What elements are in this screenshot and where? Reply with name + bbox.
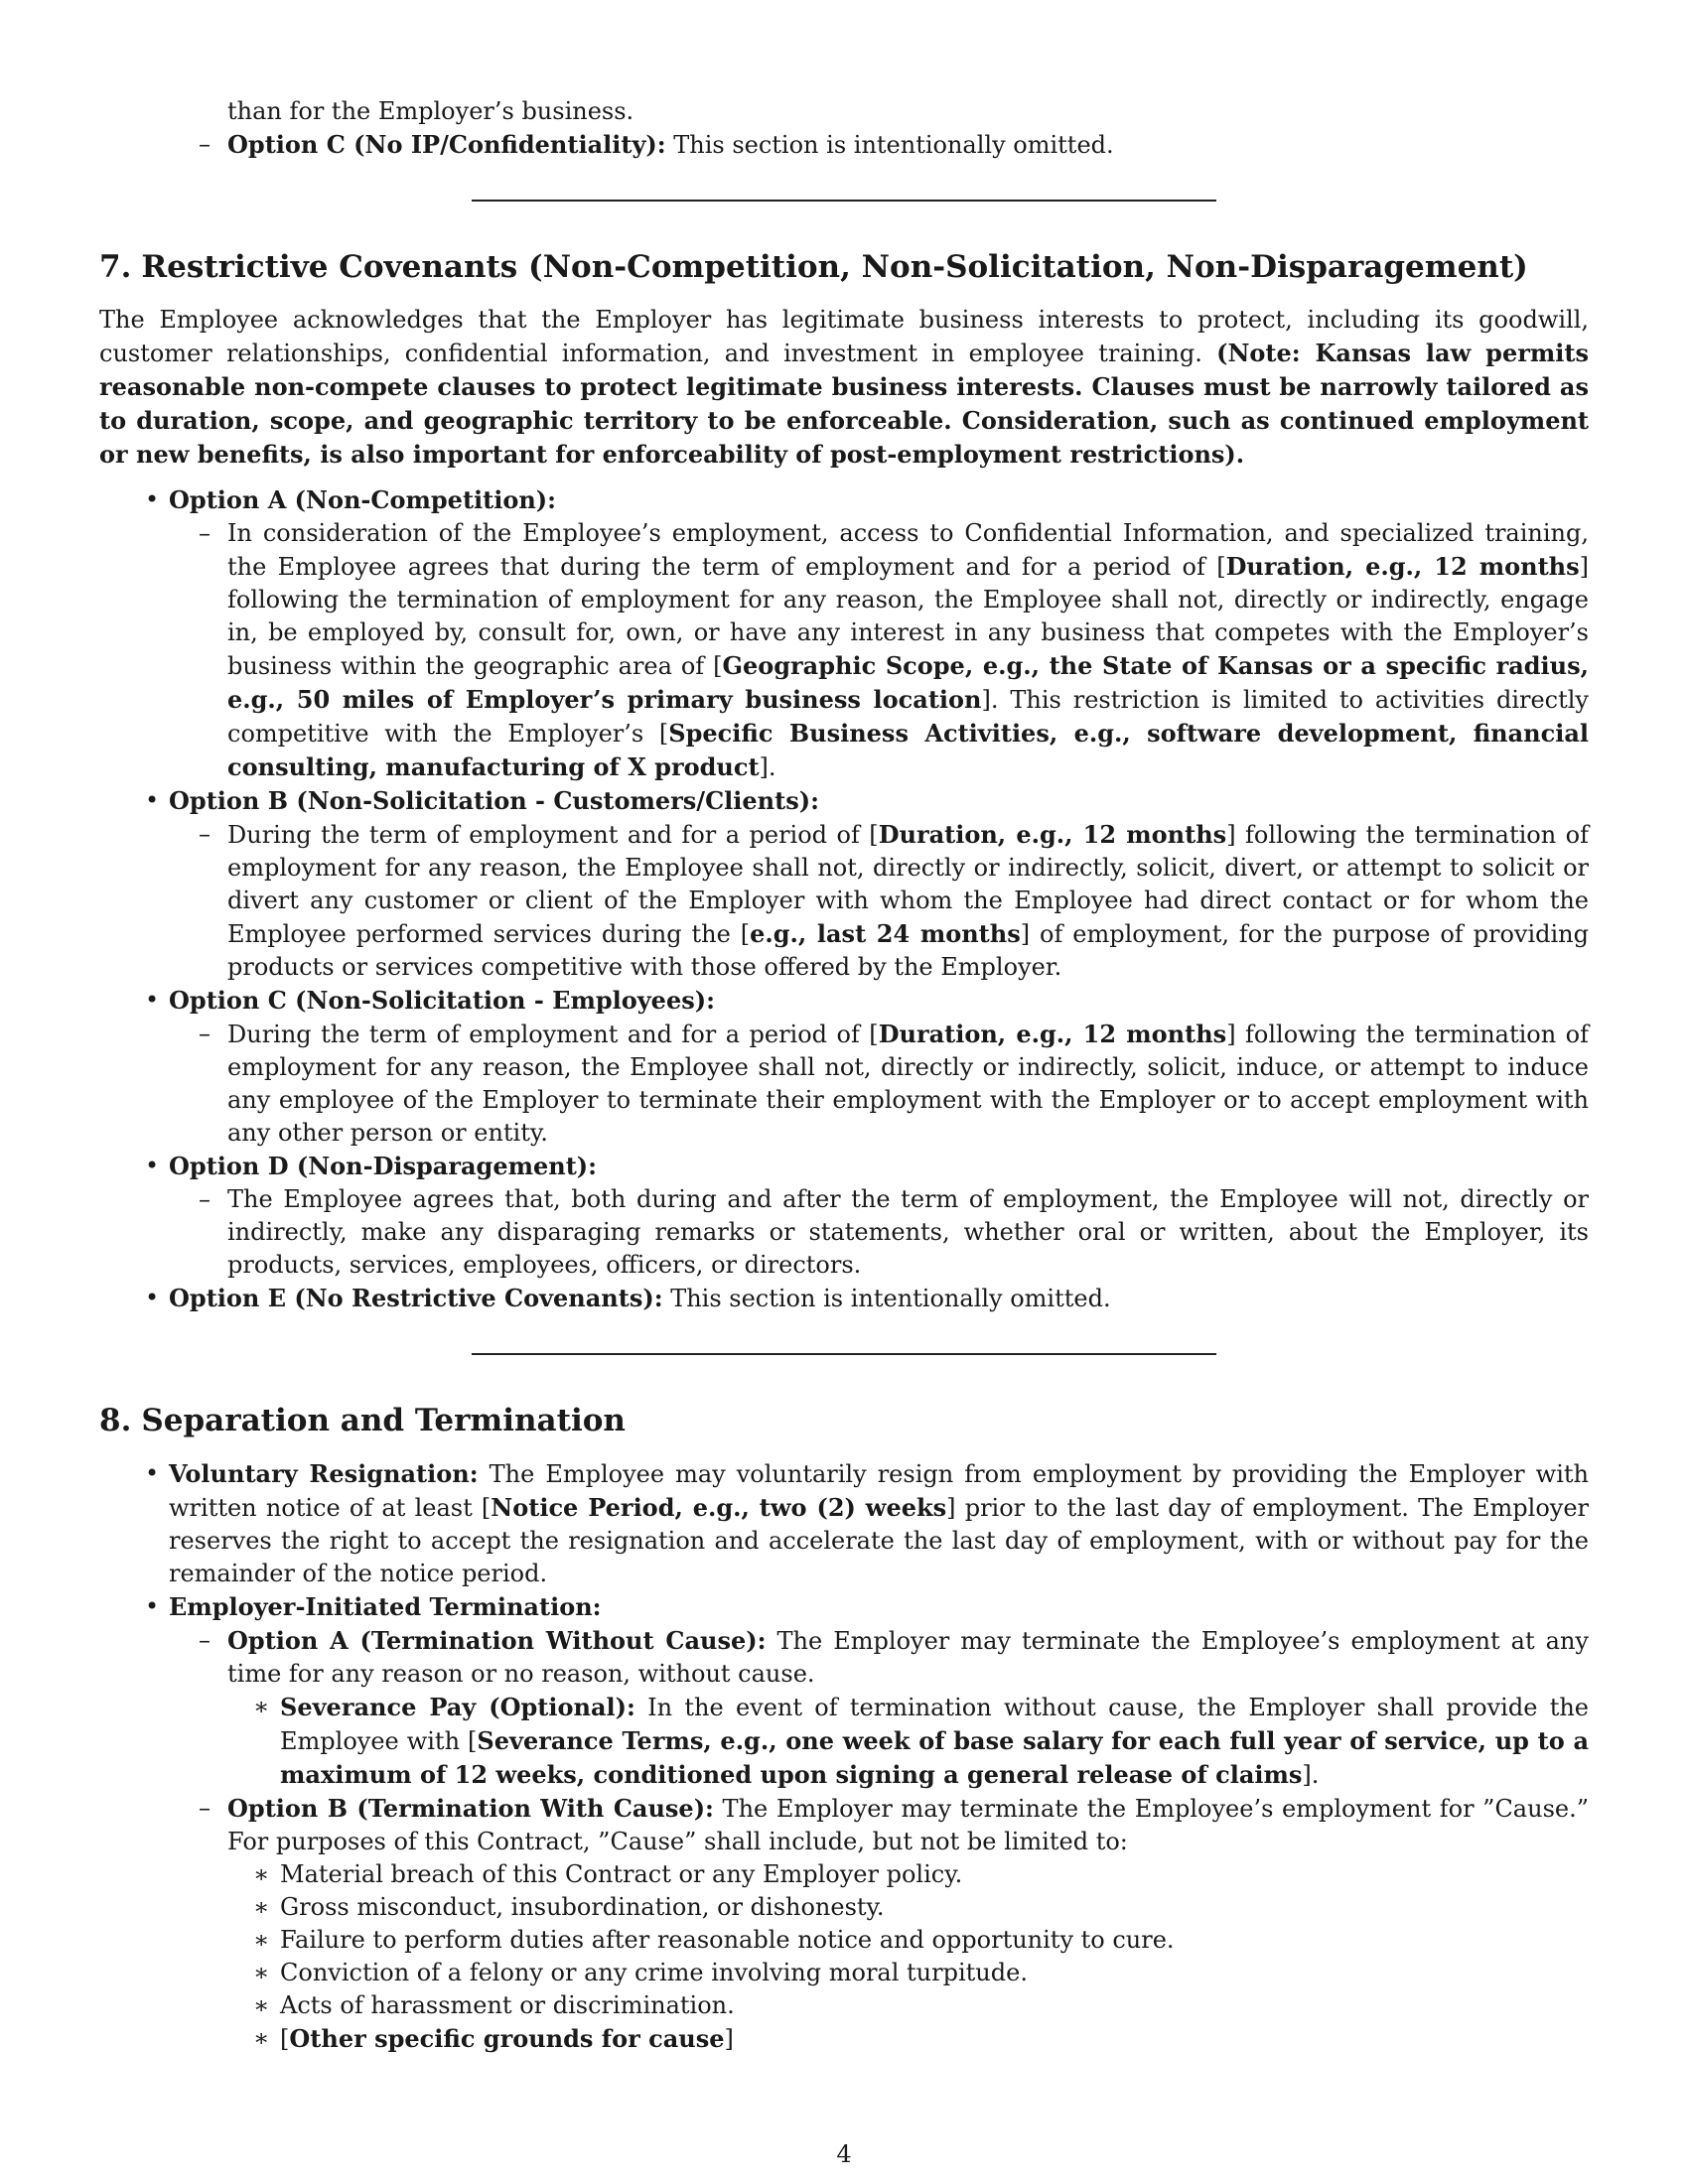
option-d-text: – The Employee agrees that, both during and after the term of employment, the Employee will not, directly or indirectly, make any disparaging remarks or statements, whether oral or written, about the Employer, its products, services, employees, officers, or directors. <box>227 1183 1589 1282</box>
employer-initiated-termination: • Employer-Initiated Termination: <box>169 1590 1589 1624</box>
option-a-noncompetition: • Option A (Non-Competition): <box>169 483 1589 517</box>
option-b-nonsolicitation-customers: • Option B (Non-Solicitation - Customers/Clients): <box>169 784 1589 818</box>
ip-option-b-continuation: than for the Employer’s business. <box>227 97 634 125</box>
section-8-heading: 8. Separation and Termination <box>99 1403 626 1438</box>
cause-item-other: ∗ [Other specific grounds for cause] <box>280 2022 1589 2056</box>
kansas-law-note: (Note: Kansas law permits reasonable non-compete clauses to protect legitimate business interests. Clauses must be narrowly tailored as to duration, scope, and geographic territory to be enforceable. Consideration, such as continued employment or new benefits, is also important for enforceability of post-employment restrictions). <box>99 339 1589 469</box>
option-c-nonsolicitation-employees: • Option C (Non-Solicitation - Employees): <box>169 984 1589 1018</box>
cause-item: ∗ Conviction of a felony or any crime involving moral turpitude. <box>280 1957 1589 1989</box>
section-7-intro: The Employee acknowledges that the Employer has legitimate business interests to protect, including its goodwill, customer relationships, confidential information, and investment in employee training. (Note: Kansas law permits reasonable non-compete clauses to protect legitimate business interests. Clauses must be narrowly tailored as to duration, scope, and geographic territory to be enforceable. Consideration, such as continued employment or new benefits, is also important for enforceability of post-employment restrictions). <box>99 306 1589 469</box>
page-number: 4 <box>836 2140 852 2168</box>
option-e-no-covenants: • Option E (No Restrictive Covenants): This section is intentionally omitted. <box>169 1282 1589 1315</box>
severance-pay: ∗ Severance Pay (Optional): In the event of termination without cause, the Employer shall provide the Employee with [Severance Terms, e.g., one week of base salary for each full year of service, up to a maximum of 12 weeks, conditioned upon signing a general release of claims]. <box>280 1691 1589 1792</box>
termination-option-a: – Option A (Termination Without Cause): The Employer may terminate the Employee’s employment at any time for any reason or no reason, without cause. <box>227 1624 1589 1691</box>
termination-option-b: – Option B (Termination With Cause): The Employer may terminate the Employee’s employment for ”Cause.” For purposes of this Contract, ”Cause” shall include, but not be limited to: <box>227 1792 1589 1858</box>
ip-option-c: – Option C (No IP/Confidentiality): This section is intentionally omitted. <box>227 128 1589 162</box>
cause-item: ∗ Gross misconduct, insubordination, or dishonesty. <box>280 1891 1589 1924</box>
cause-item: ∗ Failure to perform duties after reasonable notice and opportunity to cure. <box>280 1924 1589 1957</box>
option-d-nondisparagement: • Option D (Non-Disparagement): <box>169 1150 1589 1183</box>
voluntary-resignation: • Voluntary Resignation: The Employee may voluntarily resign from employment by providing the Employer with written notice of at least [Notice Period, e.g., two (2) weeks] prior to the last day of employment. The Employer reserves the right to accept the resignation and accelerate the last day of employment, with or without pay for the remainder of the notice period. <box>169 1457 1589 1590</box>
document-page <box>99 95 1589 2056</box>
ip-option-c-label: Option C (No IP/Confidentiality): <box>227 130 666 159</box>
section-divider <box>472 1353 1216 1355</box>
option-a-text: – In consideration of the Employee’s employment, access to Confidential Information, and specialized training, the Employee agrees that during the term of employment and for a period of [Duration, e.g., 12 months] following the termination of employment for any reason, the Employee shall not, directly or indirectly, engage in, be employed by, consult for, own, or have any interest in any business that competes with the Employer’s business within the geographic area of [Geographic Scope, e.g., the State of Kansas or a specific radius, e.g., 50 miles of Employer’s primary business location]. This restriction is limited to activities directly competitive with the Employer’s [Specific Business Activities, e.g., software development, financial consulting, manufacturing of X product]. <box>227 517 1589 784</box>
section-divider <box>472 200 1216 202</box>
section-7-heading: 7. Restrictive Covenants (Non-Competition, Non-Solicitation, Non-Disparagement) <box>99 249 1528 285</box>
cause-item: ∗ Material breach of this Contract or any Employer policy. <box>280 1858 1589 1891</box>
cause-item: ∗ Acts of harassment or discrimination. <box>280 1989 1589 2022</box>
option-c-text: – During the term of employment and for a period of [Duration, e.g., 12 months] following the termination of employment for any reason, the Employee shall not, directly or indirectly, solicit, induce, or attempt to induce any employee of the Employer to terminate their employment with the Employer or to accept employment with any other person or entity. <box>227 1018 1589 1150</box>
option-b-text: – During the term of employment and for a period of [Duration, e.g., 12 months] following the termination of employment for any reason, the Employee shall not, directly or indirectly, solicit, divert, or attempt to solicit or divert any customer or client of the Employer with whom the Employee had direct contact or for whom the Employee performed services during the [e.g., last 24 months] of employment, for the purpose of providing products or services competitive with those offered by the Employer. <box>227 818 1589 984</box>
